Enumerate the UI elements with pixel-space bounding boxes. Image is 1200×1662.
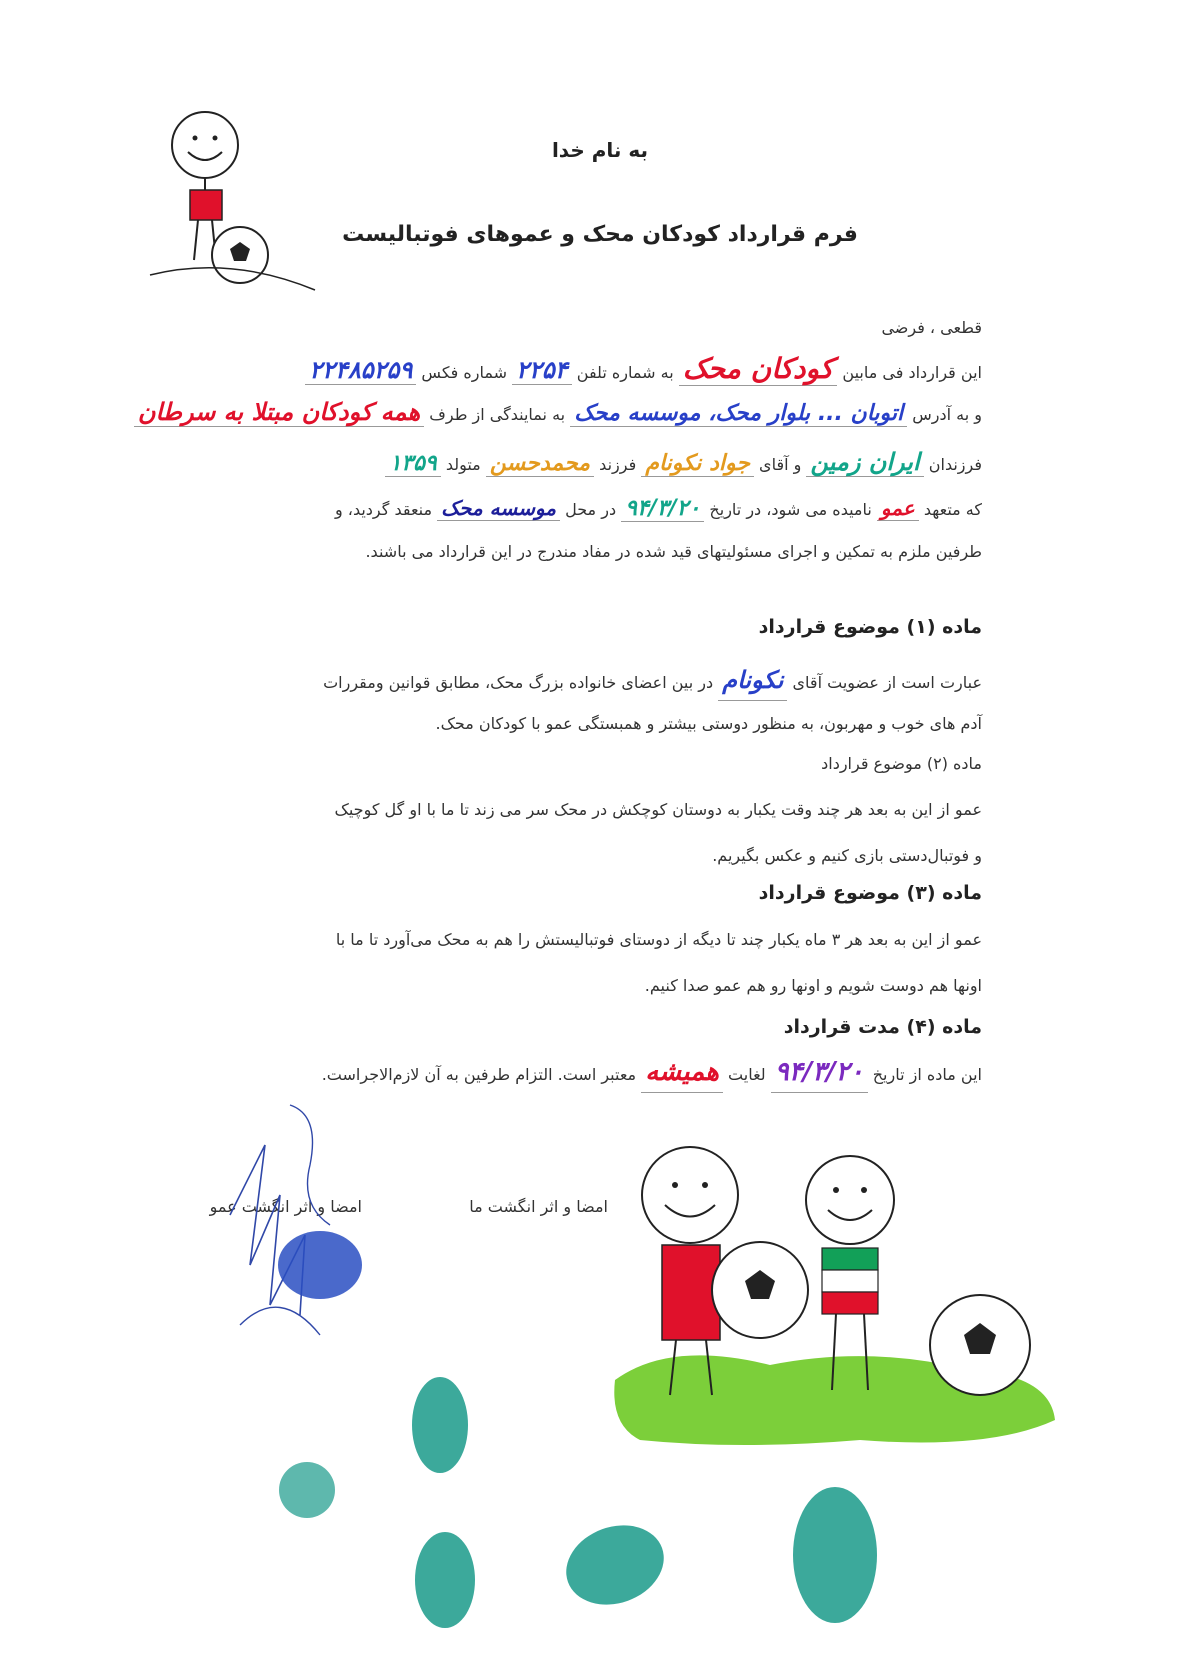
article-2-line-1: عمو از این به بعد هر چند وقت یکبار به دوستان کوچکش در محک سر می زند تا ما با او گل کوچیک	[334, 800, 982, 819]
two-kids-football-illustration	[610, 1140, 1070, 1460]
father-name-field: محمدحسن	[486, 451, 594, 477]
fingerprint-4	[560, 1515, 670, 1615]
team-field: ایران زمین	[806, 448, 923, 477]
intro-line-4: که متعهد عمو نامیده می شود، در تاریخ ۹۴/۳/۲۰ در محل موسسه محک منعقد گردید، و	[334, 496, 982, 521]
fax-field: ۲۲۴۸۵۲۵۹	[305, 356, 416, 385]
intro-line-1: این قرارداد فی مابین کودکان محک به شماره تلفن ۲۲۵۴ شماره فکس ۲۲۴۸۵۲۵۹	[305, 352, 982, 386]
fingerprint-1	[405, 1370, 475, 1480]
end-date-field: همیشه	[641, 1052, 723, 1093]
intro-line-2: و به آدرس اتوبان ... بلوار محک، موسسه محک به نمایندگی از طرف همه کودکان مبتلا به سرطان	[134, 398, 982, 427]
representative-field: همه کودکان مبتلا به سرطان	[134, 398, 424, 427]
uncle-signature-label: امضا و اثر انگشت عمو	[209, 1197, 362, 1216]
article-4-heading: ماده (۴) مدت قرارداد	[783, 1016, 982, 1038]
intro-line-5: طرفین ملزم به تمکین و اجرای مسئولیتهای قید شده در مفاد مندرج در این قرارداد می باشند.	[365, 542, 982, 561]
party-field: کودکان محک	[679, 352, 838, 386]
article-4-line-1: این ماده از تاریخ ۹۴/۳/۲۰ لغایت همیشه معتبر است. التزام طرفین به آن لازم‌الاجراست.	[322, 1052, 982, 1095]
role-field: عمو	[877, 496, 919, 521]
article-1-line-1: عبارت است از عضویت آقای نکونام در بین اعضای خانواده بزرگ محک، مطابق قوانین ومقررات	[323, 660, 982, 703]
address-field: اتوبان ... بلوار محک، موسسه محک	[570, 401, 907, 427]
contract-date-field: ۹۴/۳/۲۰	[621, 496, 704, 522]
player-name-field: جواد نکونام	[641, 451, 754, 477]
article-2-heading: ماده (۲) موضوع قرارداد	[821, 754, 982, 773]
place-field: موسسه محک	[437, 496, 560, 521]
article-3-line-2: اونها هم دوست شویم و اونها رو هم عمو صدا کنیم.	[644, 976, 982, 995]
fingerprint-3	[410, 1525, 480, 1635]
page-title: فرم قرارداد کودکان محک و عموهای فوتبالیست	[342, 222, 858, 247]
status-label: قطعی ، فرضی	[881, 318, 982, 337]
article-1-heading: ماده (۱) موضوع قرارداد	[758, 616, 982, 638]
article-3-line-1: عمو از این به بعد هر ۳ ماه یکبار چند تا دیگه از دوستای فوتبالیستش را هم به محک می‌آورد تا ما با	[335, 930, 982, 949]
uncle-fingerprint	[270, 1220, 370, 1310]
fingerprint-5	[785, 1480, 885, 1630]
basmala: به نام خدا	[551, 138, 649, 162]
article-2-line-2: و فوتبال‌دستی بازی کنیم و عکس بگیریم.	[712, 846, 982, 865]
start-date-field: ۹۴/۳/۲۰	[771, 1052, 868, 1093]
member-name-field: نکونام	[718, 660, 787, 701]
kid-with-ball-illustration	[150, 110, 320, 300]
phone-field: ۲۲۵۴	[512, 356, 572, 385]
article-1-line-2: آدم های خوب و مهربون، به منظور دوستی بیشتر و همبستگی عمو با کودکان محک.	[435, 714, 982, 733]
intro-line-3: فرزندان ایران زمین و آقای جواد نکونام فرزند محمدحسن متولد ۱۳۵۹	[385, 448, 982, 477]
fingerprint-2	[272, 1455, 342, 1525]
article-3-heading: ماده (۳) موضوع قرارداد	[758, 882, 982, 904]
our-signature-label: امضا و اثر انگشت ما	[469, 1197, 608, 1216]
birth-year-field: ۱۳۵۹	[385, 451, 440, 477]
